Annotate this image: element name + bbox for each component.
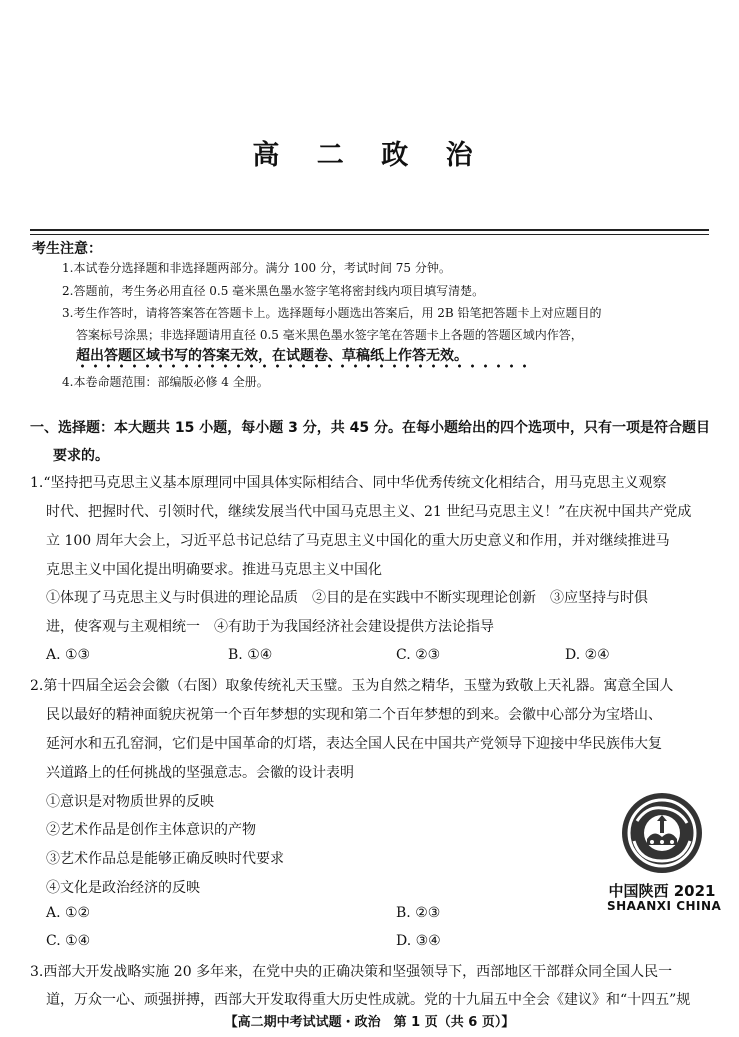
- q2-item-4: ④文化是政治经济的反映: [46, 880, 200, 896]
- page-footer: 【高二期中考试试题・政治 第 1 页（共 6 页）】: [224, 1015, 515, 1030]
- notice-item-2: 2.答题前，考生务必用直径 0.5 毫米黑色墨水签字笔将密封线内项目填写清楚。: [62, 284, 485, 298]
- q1-line-2: 时代、把握时代、引领时代，继续发展当代中国马克思主义、21 世纪马克思主义！”在庆祝中国共产党成: [46, 504, 692, 520]
- q2-option-b[interactable]: B. ②③: [396, 905, 441, 921]
- q1-line-5: ①体现了马克思主义与时俱进的理论品质 ②目的是在实践中不断实现理论创新 ③应坚持与时俱: [46, 590, 648, 606]
- notice-emphasis: 超出答题区域书写的答案无效，在试题卷、草稿纸上作答无效。: [76, 348, 468, 364]
- section-heading: 一、选择题：本大题共 15 小题，每小题 3 分，共 45 分。在每小题给出的四个选项中，只有一项是符合题目: [30, 420, 710, 436]
- page-title: 高 二 政 治: [252, 140, 487, 171]
- q3-line-2: 道，万众一心、顽强拼搏，西部大开发取得重大历史性成就。党的十九届五中全会《建议》和“十四五”规: [46, 992, 691, 1008]
- q1-line-3: 立 100 周年大会上，习近平总书记总结了马克思主义中国化的重大历史意义和作用，并对继续推进马: [46, 533, 670, 549]
- q1-option-a[interactable]: A. ①③: [46, 647, 91, 663]
- q2-line-4: 兴道路上的任何挑战的坚强意志。会徽的设计表明: [46, 765, 354, 781]
- q2-item-2: ②艺术作品是创作主体意识的产物: [46, 822, 256, 838]
- notice-heading: 考生注意：: [32, 241, 102, 257]
- notice-item-4: 4.本卷命题范围：部编版必修 4 全册。: [62, 375, 269, 389]
- q2-line-3: 延河水和五孔窑洞，它们是中国革命的灯塔，表达全国人民在中国共产党领导下迎接中华民族伟大复: [46, 736, 662, 752]
- q1-option-c[interactable]: C. ②③: [396, 647, 441, 663]
- q2-item-1: ①意识是对物质世界的反映: [46, 794, 214, 810]
- notice-item-3-cont: 答案标号涂黑；非选择题请用直径 0.5 毫米黑色墨水签字笔在答题卡上各题的答题区域内作答，: [76, 328, 583, 342]
- notice-item-1: 1.本试卷分选择题和非选择题两部分。满分 100 分，考试时间 75 分钟。: [62, 261, 451, 275]
- q1-line-4: 克思主义中国化提出明确要求。推进马克思主义中国化: [46, 562, 382, 578]
- q2-option-a[interactable]: A. ①②: [46, 905, 91, 921]
- emblem-caption-cn: 中国陕西 2021: [608, 882, 716, 900]
- q2-line-1: 2.第十四届全运会会徽（右图）取象传统礼天玉璧。玉为自然之精华，玉璧为致敬上天礼器。寓意全国人: [30, 678, 674, 694]
- section-heading-cont: 要求的。: [53, 448, 109, 464]
- q2-option-c[interactable]: C. ①④: [46, 933, 91, 949]
- header-rule-thin: [30, 234, 709, 235]
- q1-line-1: 1.“坚持把马克思主义基本原理同中国具体实际相结合、同中华优秀传统文化相结合，用马克思主义观察: [30, 475, 667, 491]
- q1-option-b[interactable]: B. ①④: [228, 647, 273, 663]
- notice-item-3: 3.考生作答时，请将答案答在答题卡上。选择题每小题选出答案后，用 2B 铅笔把答题卡上对应题目的: [62, 306, 602, 320]
- q2-option-d[interactable]: D. ③④: [396, 933, 441, 949]
- q1-option-d[interactable]: D. ②④: [565, 647, 610, 663]
- q3-line-1: 3.西部大开发战略实施 20 多年来，在党中央的正确决策和坚强领导下，西部地区干部群众同全国人民一: [30, 964, 673, 980]
- q1-line-6: 进，使客观与主观相统一 ④有助于为我国经济社会建设提供方法论指导: [46, 619, 494, 635]
- q2-line-2: 民以最好的精神面貌庆祝第一个百年梦想的实现和第二个百年梦想的到来。会徽中心部分为宝塔山、: [46, 707, 662, 723]
- q2-item-3: ③艺术作品总是能够正确反映时代要求: [46, 851, 284, 867]
- header-rule-thick: [30, 229, 709, 231]
- emblem-caption-en: SHAANXI CHINA: [607, 899, 722, 913]
- emphasis-dots: [76, 364, 526, 368]
